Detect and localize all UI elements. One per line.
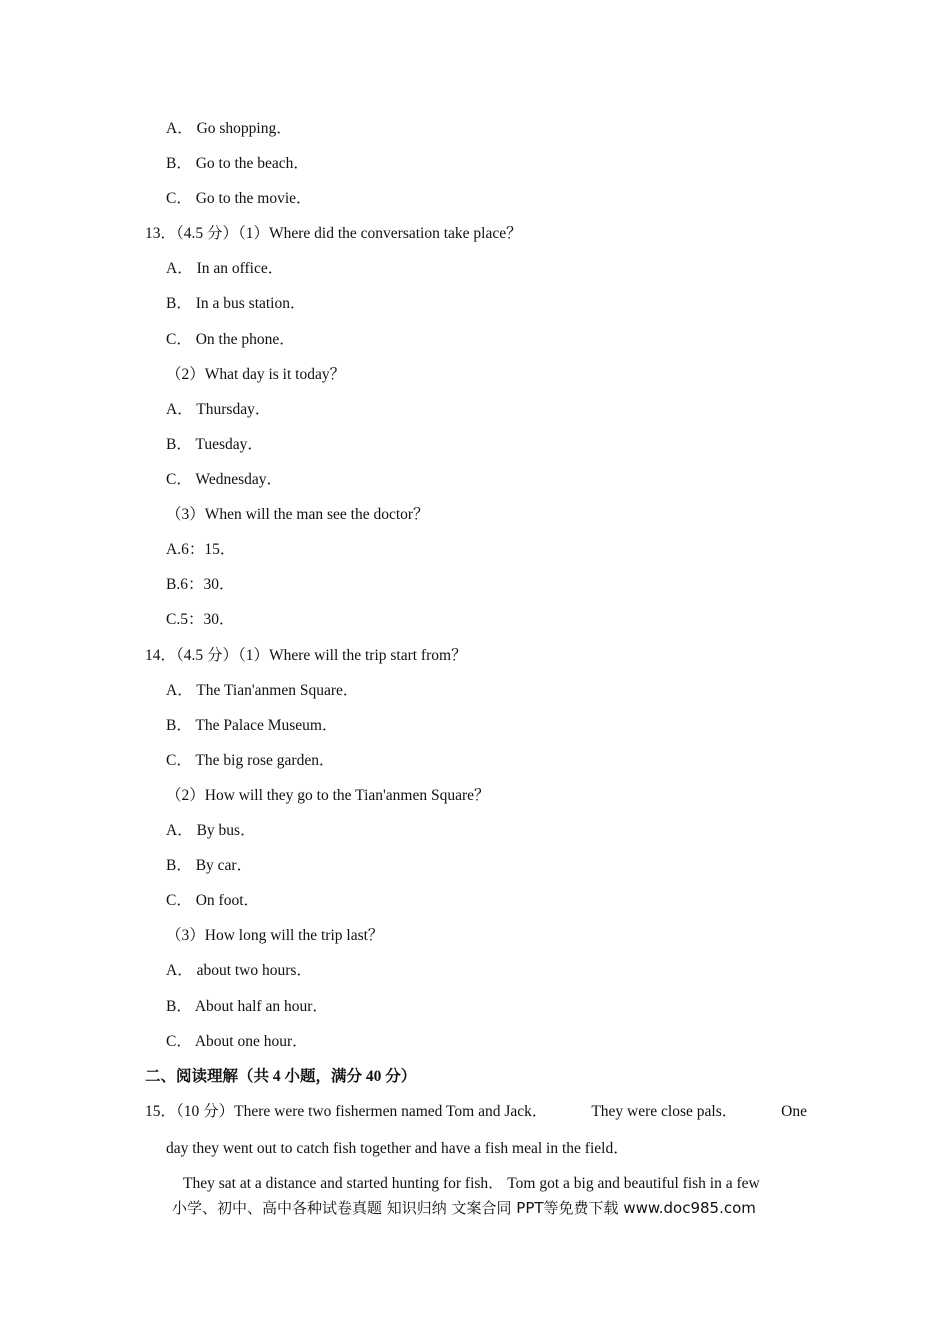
q14-p2-stem: （2）How will they go to the Tian'anmen Square？ [166, 787, 490, 804]
q13-p3-option-c: C.5：30． [166, 611, 235, 628]
q13-p3-option-b: B.6：30． [166, 576, 235, 593]
q15-line-1-part-a: 15．（10 分）There were two fishermen named Tom and Jack． [145, 1103, 548, 1120]
q13-stem: 13．（4.5 分）（1）Where did the conversation take place？ [145, 225, 522, 242]
q14-p1-option-c: C． The big rose garden． [166, 752, 335, 769]
q13-p2-option-a: A． Thursday． [166, 401, 271, 418]
q13-p1-option-b: B． In a bus station． [166, 295, 306, 312]
q15-line-1 [145, 1102, 807, 1122]
q13-p3-option-a: A.6：15． [166, 541, 236, 558]
q13-p2-stem: （2）What day is it today？ [166, 366, 346, 383]
footer-banner: 小学、初中、高中各种试卷真题 知识归纳 文案合同 PPT等免费下载 www.doc985.com [172, 1199, 756, 1217]
q14-p3-option-a: A． about two hours． [166, 962, 312, 979]
q14-p2-option-c: C． On foot． [166, 892, 260, 909]
q13-p2-option-b: B． Tuesday． [166, 436, 263, 453]
q13-p2-option-c: C． Wednesday． [166, 471, 282, 488]
q15-line-3: They sat at a distance and started hunting for fish． Tom got a big and beautiful fish in a few [183, 1175, 760, 1192]
q14-stem: 14．（4.5 分）（1）Where will the trip start from？ [145, 647, 467, 664]
section-heading-reading: 二、阅读理解（共 4 小题，满分 40 分） [145, 1068, 417, 1085]
q15-line-1-part-c: One [781, 1103, 807, 1120]
q14-p3-option-b: B． About half an hour． [166, 998, 328, 1015]
q13-p1-option-c: C． On the phone． [166, 331, 295, 348]
q14-p2-option-a: A． By bus． [166, 822, 256, 839]
q15-line-1-part-b: They were close pals． [591, 1103, 738, 1120]
q13-p3-stem: （3）When will the man see the doctor？ [166, 506, 429, 523]
q13-p1-option-a: A． In an office． [166, 260, 284, 277]
q14-p1-option-a: A． The Tian'anmen Square． [166, 682, 359, 699]
q14-p1-option-b: B． The Palace Museum． [166, 717, 338, 734]
q15-line-2: day they went out to catch fish together and have a fish meal in the field． [166, 1140, 629, 1157]
q14-p2-option-b: B． By car． [166, 857, 253, 874]
q12-option-a: A． Go shopping． [166, 120, 292, 137]
q12-option-c: C． Go to the movie． [166, 190, 312, 207]
q12-option-b: B． Go to the beach． [166, 155, 309, 172]
q14-p3-stem: （3）How long will the trip last？ [166, 927, 384, 944]
q14-p3-option-c: C． About one hour． [166, 1033, 308, 1050]
